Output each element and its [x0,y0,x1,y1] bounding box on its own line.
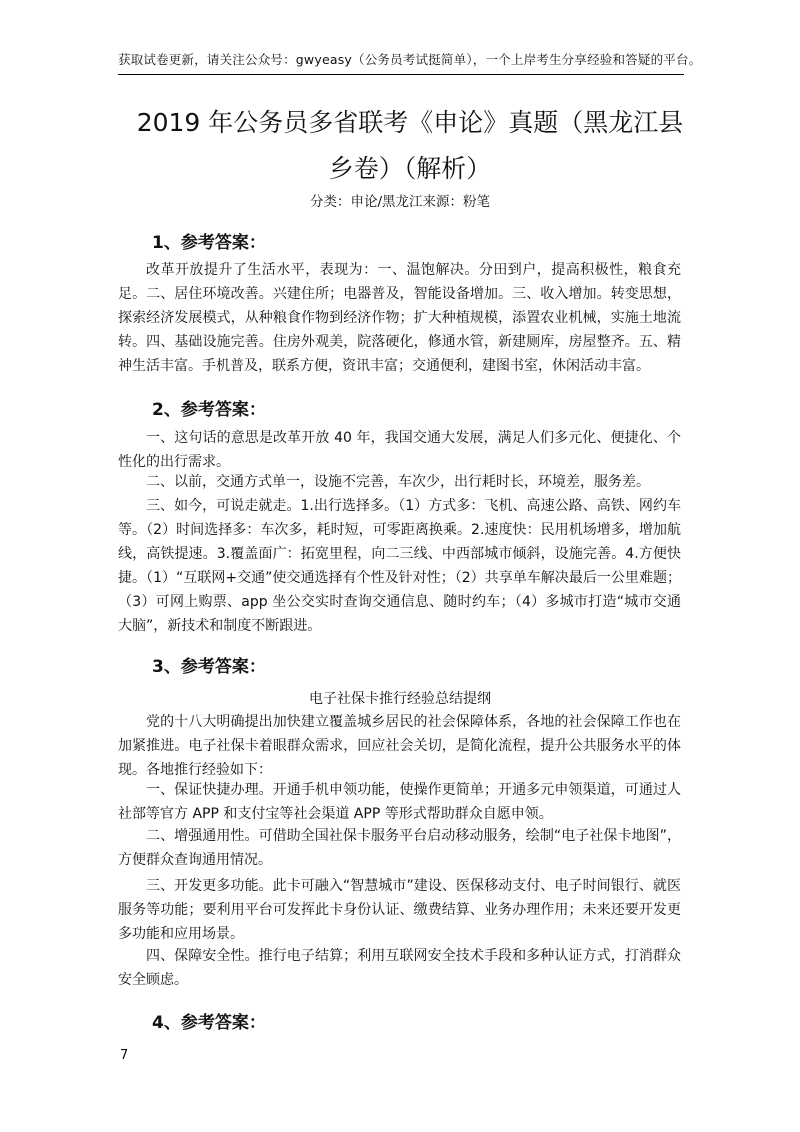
section-3-paragraph-3: 二、增强通用性。可借助全国社保卡服务平台启动移动服务，绘制“电子社保卡地图”，方便群众查询通用情况。 [118,828,681,868]
section-3-paragraph-2: 一、保证快捷办理。开通手机申领功能，使操作更简单；开通多元申领渠道，可通过人社部等官方 APP 和支付宝等社会渠道 APP 等形式帮助群众自愿申领。 [118,782,681,822]
section-3-heading: 3、参考答案： [152,657,266,677]
page-number: 7 [120,1048,129,1063]
section-2-paragraph-1: 一、这句话的意思是改革开放 40 年，我国交通大发展，满足人们多元化、便捷化、个性化的出行需求。 [118,430,681,470]
section-3-subtitle: 电子社保卡推行经验总结提纲 [309,691,491,707]
category-source: 分类：申论/黑龙江来源：粉笔 [309,194,491,210]
section-1-heading: 1、参考答案： [152,233,266,253]
section-3-paragraph-5: 四、保障安全性。推行电子结算；利用互联网安全技术手段和多种认证方式，打消群众安全顾虑。 [118,948,681,988]
header-note: 获取试卷更新，请关注公众号：gwyeasy（公务员考试挺简单），一个上岸考生分享经验和答疑的平台。 [118,50,684,75]
section-1-paragraph: 改革开放提升了生活水平，表现为：一、温饱解决。分田到户，提高积极性，粮食充足。二、居住环境改善。兴建住所；电器普及，智能设备增加。三、收入增加。转变思想，探索经济发展模式，从种粮食作物到经济作物；扩大种植规模，添置农业机械，实施土地流转。四、基础设施完善。住房外观美，院落硬化，修通水管，新建厕库，房屋整齐。五、精神生活丰富。手机普及，联系方便，资讯丰富；交通便利，建图书室，休闲活动丰富。 [118,262,681,374]
section-2-paragraph-2: 二、以前，交通方式单一，设施不完善，车次少，出行耗时长，环境差，服务差。 [146,474,650,490]
page-title [110,100,710,192]
section-3-paragraph-1: 党的十八大明确提出加快建立覆盖城乡居民的社会保障体系，各地的社会保障工作也在加紧推进。电子社保卡着眼群众需求，回应社会关切，是简化流程，提升公共服务水平的体现。各地推行经验如下： [118,714,681,778]
section-2-heading: 2、参考答案： [152,400,266,420]
section-4-heading: 4、参考答案： [152,1013,266,1033]
section-3-paragraph-4: 三、开发更多功能。此卡可融入“智慧城市”建设、医保移动支付、电子时间银行、就医服务等功能；要利用平台可发挥此卡身份认证、缴费结算、业务办理作用；未来还要开发更多功能和应用场景。 [118,878,681,942]
section-2-paragraph-3: 三、如今，可说走就走。1.出行选择多。（1）方式多：飞机、高速公路、高铁、网约车等。（2）时间选择多：车次多，耗时短，可零距离换乘。2.速度快：民用机场增多，增加航线，高铁提速。3.覆盖面广：拓宽里程，向二三线、中西部城市倾斜，设施完善。4.方便快捷。（1）“互联网+交通”使交通选择有个性及针对性；（2）共享单车解决最后一公里难题；（3）可网上购票、app 坐公交实时查询交通信息、随时约车；（4）多城市打造“城市交通大脑”，新技术和制度不断跟进。 [118,498,681,634]
title-line-1: 2019 年公务员多省联考《申论》真题（黑龙江县 [136,108,684,137]
title-line-2: 乡卷）（解析） [328,154,492,183]
